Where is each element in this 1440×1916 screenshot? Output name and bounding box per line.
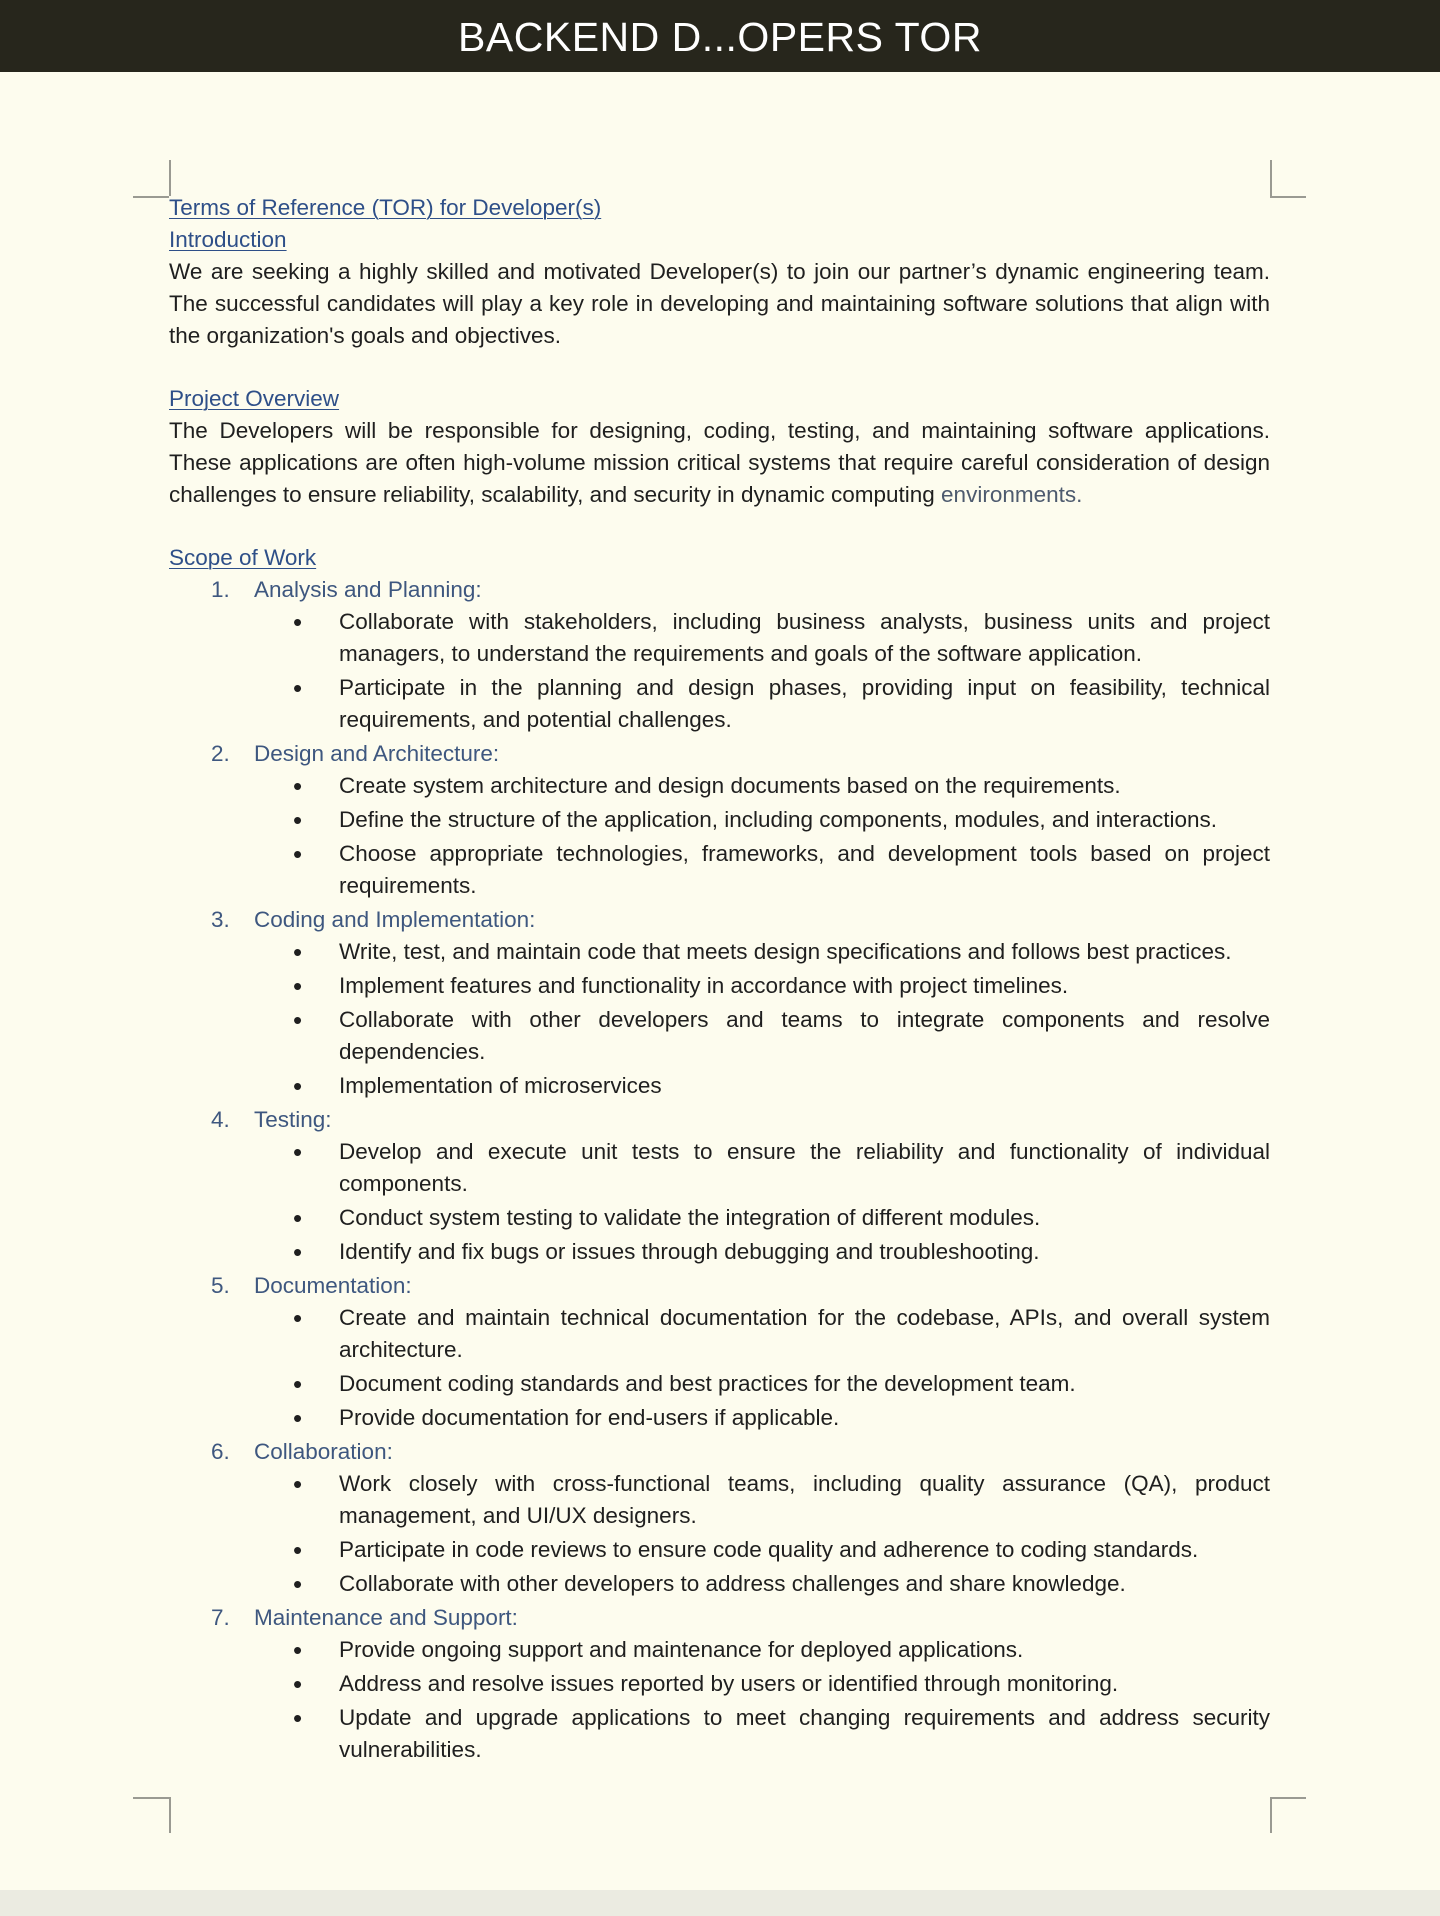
bullet-item: • Document coding standards and best practices for the development team.	[169, 1368, 1270, 1400]
scope-section-label: Maintenance and Support:	[254, 1605, 518, 1630]
overview-text-tail: environments.	[941, 482, 1083, 507]
scope-section-label: Design and Architecture:	[254, 741, 500, 766]
bullet-list	[169, 770, 1270, 902]
bullet-item: • Participate in the planning and design phases, providing input on feasibility, technical requirements, and potential challenges.	[169, 672, 1270, 736]
bullet-list	[169, 606, 1270, 736]
title-bar	[0, 0, 1440, 72]
scope-section-title	[169, 574, 1270, 606]
scope-section-label: Collaboration:	[254, 1439, 393, 1464]
bullet-item: • Work closely with cross-functional teams, including quality assurance (QA), product management, and UI/UX designers.	[169, 1468, 1270, 1532]
scope-section	[169, 904, 1270, 1102]
bullet-item: • Collaborate with stakeholders, including business analysts, business units and project managers, to understand the requirements and goals of the software application.	[169, 606, 1270, 670]
scope-section-number: 5.	[211, 1273, 230, 1298]
bullet-item: • Develop and execute unit tests to ensure the reliability and functionality of individual components.	[169, 1136, 1270, 1200]
bullet-item: • Define the structure of the application, including components, modules, and interactions.	[169, 804, 1270, 836]
scope-section-title	[169, 1436, 1270, 1468]
document-body	[169, 192, 1270, 1768]
bullet-item: • Choose appropriate technologies, frameworks, and development tools based on project requirements.	[169, 838, 1270, 902]
scope-section	[169, 1602, 1270, 1766]
scope-section-title	[169, 904, 1270, 936]
bullet-item: • Create system architecture and design documents based on the requirements.	[169, 770, 1270, 802]
tor-heading: Terms of Reference (TOR) for Developer(s)	[169, 195, 602, 220]
intro-heading: Introduction	[169, 227, 287, 252]
bullet-item: • Update and upgrade applications to meet changing requirements and address security vulnerabilities.	[169, 1702, 1270, 1766]
bullet-list	[169, 1302, 1270, 1434]
overview-heading: Project Overview	[169, 386, 340, 411]
scope-section-label: Analysis and Planning:	[254, 577, 482, 602]
scope-list	[169, 574, 1270, 1766]
scope-section-label: Coding and Implementation:	[254, 907, 536, 932]
scope-heading: Scope of Work	[169, 545, 317, 570]
scope-section-number: 3.	[211, 907, 230, 932]
scope-section	[169, 1104, 1270, 1268]
scope-section-label: Documentation:	[254, 1273, 412, 1298]
bullet-item: • Participate in code reviews to ensure code quality and adherence to coding standards.	[169, 1534, 1270, 1566]
bullet-item: • Collaborate with other developers and teams to integrate components and resolve dependencies.	[169, 1004, 1270, 1068]
scope-section	[169, 1436, 1270, 1600]
scope-section	[169, 574, 1270, 736]
intro-paragraph: We are seeking a highly skilled and motivated Developer(s) to join our partner’s dynamic engineering team. The successful candidates will play a key role in developing and maintaining software solutions that align with the organization's goals and objectives.	[169, 259, 1270, 348]
scope-section-label: Testing:	[254, 1107, 332, 1132]
scope-section-number: 2.	[211, 741, 230, 766]
bullet-item: • Provide ongoing support and maintenance for deployed applications.	[169, 1634, 1270, 1666]
bullet-list	[169, 1634, 1270, 1766]
bullet-item: • Create and maintain technical documentation for the codebase, APIs, and overall system architecture.	[169, 1302, 1270, 1366]
bullet-list	[169, 1136, 1270, 1268]
bottom-strip	[0, 1890, 1440, 1916]
bullet-list	[169, 1468, 1270, 1600]
scope-section-number: 6.	[211, 1439, 230, 1464]
scope-section	[169, 1270, 1270, 1434]
bullet-item: • Implement features and functionality in accordance with project timelines.	[169, 970, 1270, 1002]
scope-section-title	[169, 1270, 1270, 1302]
bullet-list	[169, 936, 1270, 1102]
scope-section	[169, 738, 1270, 902]
scope-section-number: 4.	[211, 1107, 230, 1132]
scope-section-title	[169, 1602, 1270, 1634]
bullet-item: • Conduct system testing to validate the integration of different modules.	[169, 1202, 1270, 1234]
bullet-item: • Implementation of microservices	[169, 1070, 1270, 1102]
scope-section-title	[169, 1104, 1270, 1136]
bullet-item: • Identify and fix bugs or issues through debugging and troubleshooting.	[169, 1236, 1270, 1268]
bullet-item: • Write, test, and maintain code that meets design specifications and follows best practices.	[169, 936, 1270, 968]
overview-text: The Developers will be responsible for designing, coding, testing, and maintaining software applications. These applications are often high-volume mission critical systems that require careful consideration of design challenges to ensure reliability, scalability, and security in dynamic computing	[169, 418, 1270, 507]
scope-section-title	[169, 738, 1270, 770]
overview-paragraph	[169, 415, 1270, 511]
bullet-item: • Address and resolve issues reported by users or identified through monitoring.	[169, 1668, 1270, 1700]
bullet-item: • Collaborate with other developers to address challenges and share knowledge.	[169, 1568, 1270, 1600]
scope-section-number: 1.	[211, 577, 230, 602]
document-title: BACKEND D...OPERS TOR	[458, 13, 982, 60]
scope-section-number: 7.	[211, 1605, 230, 1630]
bullet-item: • Provide documentation for end-users if applicable.	[169, 1402, 1270, 1434]
